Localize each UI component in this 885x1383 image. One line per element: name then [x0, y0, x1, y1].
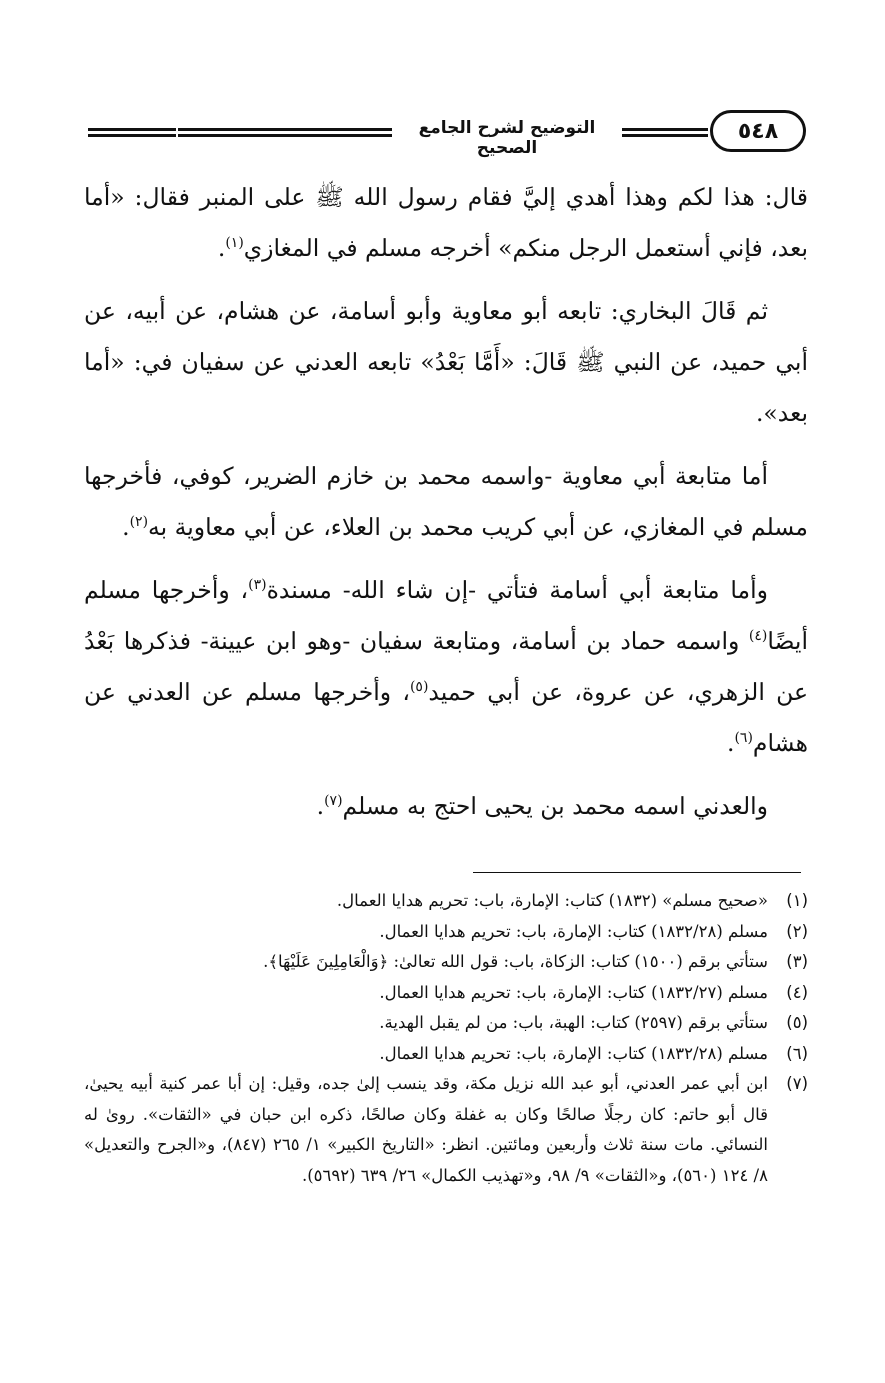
footnote-divider — [473, 872, 801, 873]
footnote — [84, 978, 808, 1009]
header-rule-middle — [178, 128, 392, 137]
footnote-reference: (٢) — [129, 514, 149, 531]
paragraph-text: أما متابعة أبي معاوية -واسمه محمد بن خازم الضرير، كوفي، فأخرجها مسلم في المغازي، عن أبي كريب محمد بن العلاء، عن أبي معاوية به — [84, 462, 808, 541]
paragraph — [84, 781, 808, 832]
footnote-text: «صحيح مسلم» (١٨٣٢) كتاب: الإمارة، باب: تحريم هدايا العمال. — [336, 891, 768, 910]
paragraph-text: قال: هذا لكم وهذا أهدي إليَّ فقام رسول الله ﷺ على المنبر فقال: «أما بعد، فإني أستعمل الرجل منكم» أخرجه مسلم في المغازي — [84, 183, 808, 262]
footnote-number: (٢) — [786, 921, 808, 941]
footnote-number: (٦) — [786, 1043, 808, 1063]
footnote-number: (٧) — [786, 1074, 808, 1093]
footnote-reference: (٧) — [324, 793, 343, 810]
footnote — [84, 917, 808, 948]
footnote-reference: (٣) — [248, 577, 267, 594]
footnote — [84, 1069, 808, 1191]
paragraph-text: والعدني اسمه محمد بن يحيى احتج به مسلم — [342, 792, 768, 820]
paragraph — [84, 286, 808, 439]
footnote-text: مسلم (١٨٣٢/٢٧) كتاب: الإمارة، باب: تحريم هدايا العمال. — [379, 982, 768, 1002]
footnote-number: (٥) — [786, 1013, 808, 1032]
footnote-text: مسلم (١٨٣٢/٢٨) كتاب: الإمارة، باب: تحريم هدايا العمال. — [379, 1043, 768, 1063]
footnote-reference: (٤) — [748, 628, 768, 645]
footnote-number: (١) — [786, 891, 808, 910]
footnote-text: ستأتي برقم (١٥٠٠) كتاب: الزكاة، باب: قول الله تعالىٰ: ﴿وَالْعَامِلِينَ عَلَيْهَا﴾. — [263, 952, 768, 971]
paragraph-text: ، وأخرجها مسلم أيضًا — [84, 576, 808, 655]
running-title: التوضيح لشرح الجامع الصحيح — [418, 118, 596, 158]
paragraph-text: ، وأخرجها مسلم عن العدني عن هشام — [84, 678, 808, 757]
paragraph-text: واسمه حماد بن أسامة، ومتابعة سفيان -وهو ابن عيينة- فذكرها بَعْدُ عن الزهري، عن عروة، عن أبي حميد — [84, 627, 808, 706]
paragraph — [84, 565, 808, 769]
paragraph — [84, 172, 808, 274]
footnote-text: ابن أبي عمر العدني، أبو عبد الله نزيل مكة، وقد ينسب إلىٰ جده، وقيل: إن أبا عمر كنية أبيه يحيىٰ، قال أبو حاتم: كان رجلًا صالحًا وكان به غفلة وكان صالحًا، ذكره ابن حبان في «الثقات». روىٰ له النسائي. مات سنة ثلاث وأربعين ومائتين. انظر: «التاريخ الكبير» ١/ ٢٦٥ (٨٤٧)، و«الجرح والتعديل» ٨/ ١٢٤ (٥٦٠)، و«الثقات» ٩/ ٩٨، و«تهذيب الكمال» ٢٦/ ٦٣٩ (٥٦٩٢). — [84, 1074, 768, 1185]
footnote — [84, 947, 808, 978]
paragraph-text: . — [217, 234, 226, 262]
page-number-badge: ٥٤٨ — [710, 110, 806, 152]
footnote — [84, 1039, 808, 1070]
paragraph-text: . — [316, 792, 325, 820]
footnote-reference: (٥) — [409, 679, 429, 696]
footnote-reference: (١) — [225, 235, 244, 252]
footnotes — [84, 886, 808, 1191]
paragraph-text: وأما متابعة أبي أسامة فتأتي -إن شاء الله- مسندة — [266, 576, 768, 604]
header-rule-right — [622, 128, 708, 137]
footnote — [84, 1008, 808, 1039]
paragraph — [84, 451, 808, 553]
footnote — [84, 886, 808, 917]
paragraph-text: . — [122, 513, 130, 541]
paragraph-text: . — [726, 729, 735, 757]
paragraph-text: ثم قَالَ البخاري: تابعه أبو معاوية وأبو أسامة، عن هشام، عن أبيه، عن أبي حميد، عن النبي ﷺ قَالَ: «أَمَّا بَعْدُ» تابعه العدني عن سفيان في: «أما بعد». — [84, 297, 808, 427]
main-text — [84, 172, 808, 844]
footnote-number: (٣) — [786, 952, 808, 971]
footnote-reference: (٦) — [734, 730, 753, 747]
footnote-text: ستأتي برقم (٢٥٩٧) كتاب: الهبة، باب: من لم يقبل الهدية. — [379, 1013, 768, 1032]
page-header — [88, 108, 806, 156]
footnote-number: (٤) — [786, 982, 808, 1002]
footnote-text: مسلم (١٨٣٢/٢٨) كتاب: الإمارة، باب: تحريم هدايا العمال. — [379, 921, 768, 941]
header-rule-left — [88, 128, 176, 137]
